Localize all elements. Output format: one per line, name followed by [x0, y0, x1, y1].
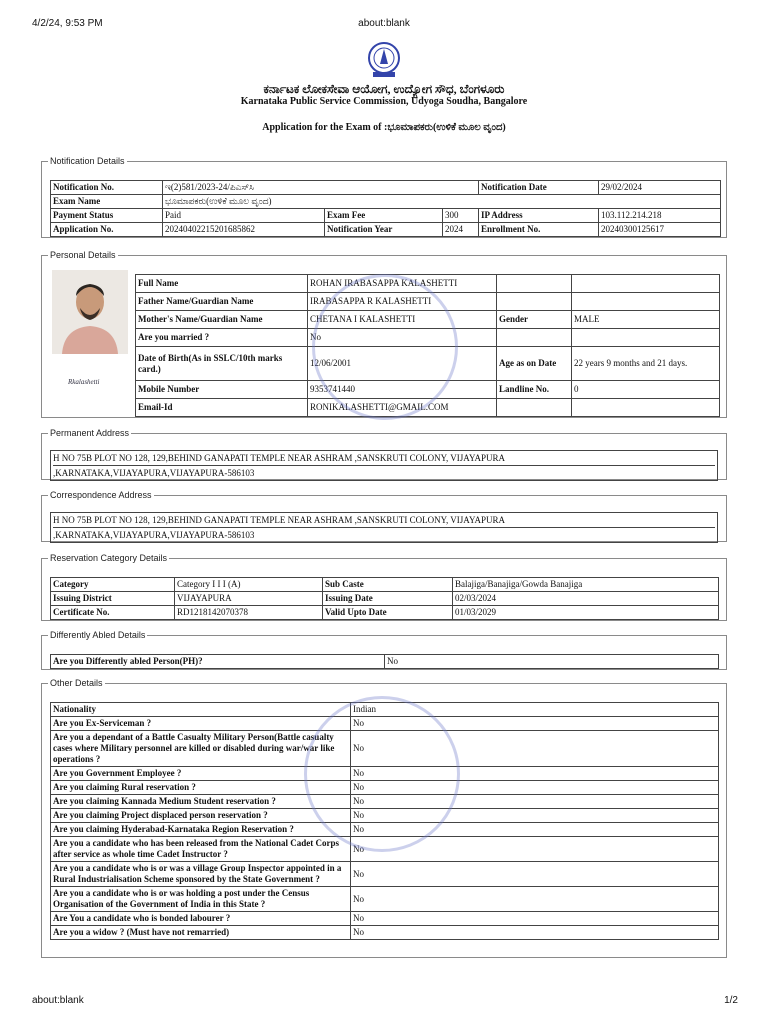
full-name-label: Full Name: [136, 275, 308, 293]
gender-label: Gender: [497, 311, 572, 329]
notification-table: [50, 180, 721, 237]
question-cell: Are you claiming Hyderabad-Karnataka Region Reservation ?: [51, 823, 351, 837]
section-legend: Reservation Category Details: [50, 553, 168, 563]
reservation-table: [50, 577, 719, 620]
personal-details-section: [41, 250, 727, 418]
ph-answer: No: [385, 655, 719, 669]
question-cell: Are you Ex-Serviceman ?: [51, 717, 351, 731]
table-row: [51, 592, 719, 606]
subcaste-label: Sub Caste: [323, 578, 453, 592]
full-name-value: ROHAN IRABASAPPA KALASHETTI: [308, 275, 497, 293]
ph-question: Are you Differently abled Person(PH)?: [51, 655, 385, 669]
section-legend: Differently Abled Details: [50, 630, 146, 640]
landline-value: 0: [572, 381, 720, 399]
question-cell: Are you claiming Project displaced person reservation ?: [51, 809, 351, 823]
org-name-kannada: ಕರ್ನಾಟಕ ಲೋಕಸೇವಾ ಆಯೋಗ, ಉದ್ಯೋಗ ಸೌಧ, ಬೆಂಗಳೂರು: [263, 82, 505, 96]
question-cell: Nationality: [51, 703, 351, 717]
notification-year-label: Notification Year: [325, 223, 443, 237]
ip-address-value: 103.112.214.218: [599, 209, 721, 223]
section-legend: Other Details: [50, 678, 103, 688]
valid-upto-label: Valid Upto Date: [323, 606, 453, 620]
certificate-no-value: RD1218142070378: [175, 606, 323, 620]
correspondence-address-line1: H NO 75B PLOT NO 128, 129,BEHIND GANAPATI TEMPLE NEAR ASHRAM ,SANSKRUTI COLONY, VIJAYAPURA: [53, 513, 715, 528]
table-row: [51, 655, 719, 669]
married-label: Are you married ?: [136, 329, 308, 347]
correspondence-address-box: [50, 512, 718, 543]
question-cell: Are you a candidate who is or was a village Group Inspector appointed in a Rural Industrialisation Scheme sponsored by the State Government ?: [51, 862, 351, 887]
notification-details-section: [41, 156, 727, 238]
permanent-address-line2: ,KARNATAKA,VIJAYAPURA,VIJAYAPURA-586103: [53, 468, 255, 478]
answer-cell: No: [351, 887, 719, 912]
enrollment-no-value: 20240300125617: [599, 223, 721, 237]
enrollment-no-label: Enrollment No.: [479, 223, 599, 237]
section-legend: Correspondence Address: [50, 490, 152, 500]
valid-upto-value: 01/03/2029: [453, 606, 719, 620]
section-legend: Notification Details: [50, 156, 125, 166]
landline-label: Landline No.: [497, 381, 572, 399]
mobile-label: Mobile Number: [136, 381, 308, 399]
org-name-english: Karnataka Public Service Commission, Udyoga Soudha, Bangalore: [240, 96, 528, 107]
question-cell: Are You a candidate who is bonded labourer ?: [51, 912, 351, 926]
answer-cell: No: [351, 912, 719, 926]
answer-cell: No: [351, 926, 719, 940]
table-row: [51, 862, 719, 887]
exam-name-label: Exam Name: [51, 195, 163, 209]
father-name-value: IRABASAPPA R KALASHETTI: [308, 293, 497, 311]
question-cell: Are you Government Employee ?: [51, 767, 351, 781]
table-row: [51, 606, 719, 620]
answer-cell: No: [351, 781, 719, 795]
notification-date-label: Notification Date: [479, 181, 599, 195]
answer-cell: No: [351, 717, 719, 731]
notification-no-label: Notification No.: [51, 181, 163, 195]
answer-cell: No: [351, 823, 719, 837]
differently-abled-table: [50, 654, 719, 669]
question-cell: Are you claiming Rural reservation ?: [51, 781, 351, 795]
answer-cell: No: [351, 809, 719, 823]
table-row: [51, 195, 721, 209]
question-cell: Are you claiming Kannada Medium Student reservation ?: [51, 795, 351, 809]
question-cell: Are you a widow ? (Must have not remarried): [51, 926, 351, 940]
differently-abled-section: [41, 630, 727, 670]
question-cell: Are you a dependant of a Battle Casualty Military Person(Battle casualty cases where Military personnel are killed or disabled during war/war like operations ?: [51, 731, 351, 767]
other-details-section: [41, 678, 727, 958]
print-footer-url: about:blank: [32, 995, 84, 1006]
print-url: about:blank: [358, 18, 410, 29]
kpsc-emblem-icon: [358, 40, 410, 80]
subcaste-value: Balajiga/Banajiga/Gowda Banajiga: [453, 578, 719, 592]
permanent-address-line1: H NO 75B PLOT NO 128, 129,BEHIND GANAPATI TEMPLE NEAR ASHRAM ,SANSKRUTI COLONY, VIJAYAPURA: [53, 451, 715, 466]
answer-cell: No: [351, 731, 719, 767]
exam-fee-value: 300: [443, 209, 479, 223]
mother-name-label: Mother's Name/Guardian Name: [136, 311, 308, 329]
table-row: [51, 912, 719, 926]
question-cell: Are you a candidate who has been released from the National Cadet Corps after service as whole time Cadet Instructor ?: [51, 837, 351, 862]
ip-address-label: IP Address: [479, 209, 599, 223]
issuing-district-value: VIJAYAPURA: [175, 592, 323, 606]
answer-cell: No: [351, 837, 719, 862]
mother-name-value: CHETANA I KALASHETTI: [308, 311, 497, 329]
table-row: [51, 181, 721, 195]
issuing-date-label: Issuing Date: [323, 592, 453, 606]
age-value: 22 years 9 months and 21 days.: [572, 347, 720, 381]
print-page-number: 1/2: [724, 995, 738, 1006]
print-datetime: 4/2/24, 9:53 PM: [32, 18, 103, 29]
print-header: [0, 18, 768, 32]
notification-no-value: ಇ(2)581/2023-24/ಪಿಎಸ್‌ಸಿ: [163, 181, 479, 195]
dob-label: Date of Birth(As in SSLC/10th marks card.): [136, 347, 308, 381]
correspondence-address-line2: ,KARNATAKA,VIJAYAPURA,VIJAYAPURA-586103: [53, 530, 255, 540]
permanent-address-box: [50, 450, 718, 481]
answer-cell: Indian: [351, 703, 719, 717]
notification-year-value: 2024: [443, 223, 479, 237]
question-cell: Are you a candidate who is or was holding a post under the Census Organisation of the Government of India in this State ?: [51, 887, 351, 912]
applicant-signature: Rkalashetti: [68, 378, 100, 386]
table-row: [51, 223, 721, 237]
father-name-label: Father Name/Guardian Name: [136, 293, 308, 311]
application-title: Application for the Exam of :ಭೂಮಾಪಕರು(ಉಳಿಕೆ ಮೂಲ ವೃಂದ): [262, 122, 506, 133]
payment-status-value: Paid: [163, 209, 325, 223]
married-value: No: [308, 329, 497, 347]
table-row: [51, 578, 719, 592]
email-value: RONIKALASHETTI@GMAIL.COM: [308, 399, 497, 417]
notification-date-value: 29/02/2024: [599, 181, 721, 195]
answer-cell: No: [351, 862, 719, 887]
application-no-label: Application No.: [51, 223, 163, 237]
age-label: Age as on Date: [497, 347, 572, 381]
answer-cell: No: [351, 795, 719, 809]
exam-name-value: ಭೂಮಾಪಕರು(ಉಳಿಕೆ ಮೂಲ ವೃಂದ): [163, 195, 721, 209]
reservation-section: [41, 553, 727, 621]
mobile-value: 9353741440: [308, 381, 497, 399]
category-label: Category: [51, 578, 175, 592]
certificate-no-label: Certificate No.: [51, 606, 175, 620]
watermark-seal: [304, 696, 460, 852]
table-row: [51, 887, 719, 912]
print-footer: [0, 995, 768, 1009]
table-row: [51, 209, 721, 223]
section-legend: Permanent Address: [50, 428, 130, 438]
issuing-date-value: 02/03/2024: [453, 592, 719, 606]
correspondence-address-section: [41, 490, 727, 542]
email-label: Email-Id: [136, 399, 308, 417]
watermark-seal: [312, 274, 458, 420]
permanent-address-section: [41, 428, 727, 480]
issuing-district-label: Issuing District: [51, 592, 175, 606]
exam-fee-label: Exam Fee: [325, 209, 443, 223]
section-legend: Personal Details: [50, 250, 116, 260]
payment-status-label: Payment Status: [51, 209, 163, 223]
category-value: Category I I I (A): [175, 578, 323, 592]
table-row: [51, 926, 719, 940]
answer-cell: No: [351, 767, 719, 781]
gender-value: MALE: [572, 311, 720, 329]
application-no-value: 20240402215201685862: [163, 223, 325, 237]
applicant-photo: [52, 270, 128, 354]
dob-value: 12/06/2001: [308, 347, 497, 381]
